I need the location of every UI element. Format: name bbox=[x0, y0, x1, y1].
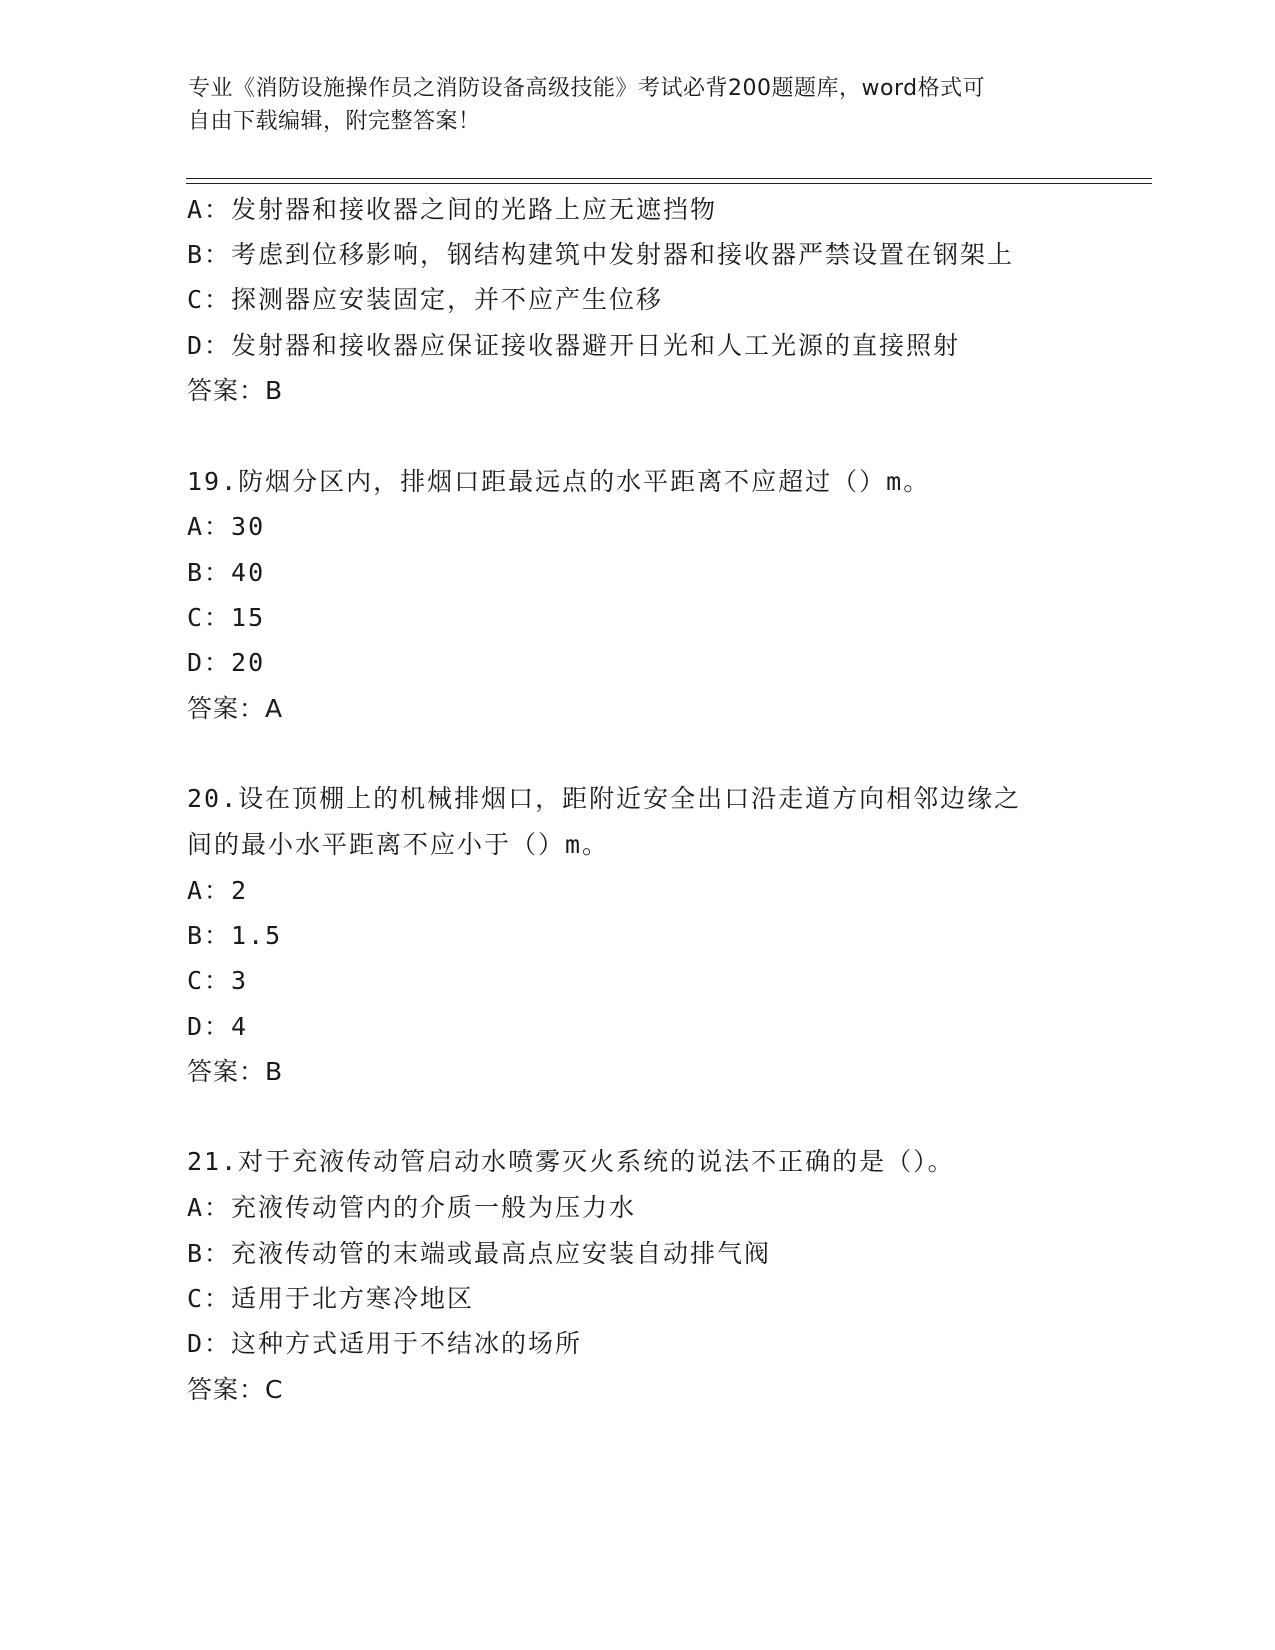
q20-answer: 答案：B bbox=[187, 1057, 284, 1086]
q21-answer: 答案：C bbox=[187, 1375, 284, 1404]
q20-option-c: C：3 bbox=[187, 966, 249, 995]
q21-option-c: C：适用于北方寒冷地区 bbox=[187, 1284, 475, 1313]
q20-option-b: B：1.5 bbox=[187, 921, 283, 950]
q19-option-c: C：15 bbox=[187, 603, 266, 632]
header-line-2: 自由下载编辑，附完整答案！ bbox=[188, 109, 481, 134]
q21-option-d: D：这种方式适用于不结冰的场所 bbox=[187, 1329, 583, 1358]
q21-option-a: A：充液传动管内的介质一般为压力水 bbox=[187, 1193, 637, 1222]
q18-option-c: C：探测器应安装固定，并不应产生位移 bbox=[187, 285, 664, 314]
q21-option-b: B：充液传动管的末端或最高点应安装自动排气阀 bbox=[187, 1239, 772, 1268]
q19-question: 19.防烟分区内，排烟口距最远点的水平距离不应超过（）m。 bbox=[187, 467, 931, 496]
q20-option-a: A：2 bbox=[187, 876, 249, 905]
q19-option-d: D：20 bbox=[187, 648, 266, 677]
document-header bbox=[188, 72, 1068, 138]
header-divider-top bbox=[186, 178, 1152, 179]
q19-option-b: B：40 bbox=[187, 558, 266, 587]
q20-option-d: D：4 bbox=[187, 1012, 249, 1041]
q18-option-a: A：发射器和接收器之间的光路上应无遮挡物 bbox=[187, 195, 718, 224]
q19-answer: 答案：A bbox=[187, 694, 284, 723]
q18-answer: 答案：B bbox=[187, 376, 284, 405]
q18-option-b: B：考虑到位移影响，钢结构建筑中发射器和接收器严禁设置在钢架上 bbox=[187, 240, 1015, 269]
q18-option-d: D：发射器和接收器应保证接收器避开日光和人工光源的直接照射 bbox=[187, 331, 961, 360]
header-divider-bottom bbox=[186, 183, 1152, 184]
q19-option-a: A：30 bbox=[187, 512, 266, 541]
header-line-1: 专业《消防设施操作员之消防设备高级技能》考试必背200题题库，word格式可 bbox=[188, 76, 986, 101]
q20-question-line-1: 20.设在顶棚上的机械排烟口，距附近安全出口沿走道方向相邻边缘之 bbox=[187, 784, 1022, 813]
q20-question-line-2: 间的最小水平距离不应小于（）m。 bbox=[187, 830, 610, 859]
q21-question: 21.对于充液传动管启动水喷雾灭火系统的说法不正确的是（）。 bbox=[187, 1147, 955, 1176]
